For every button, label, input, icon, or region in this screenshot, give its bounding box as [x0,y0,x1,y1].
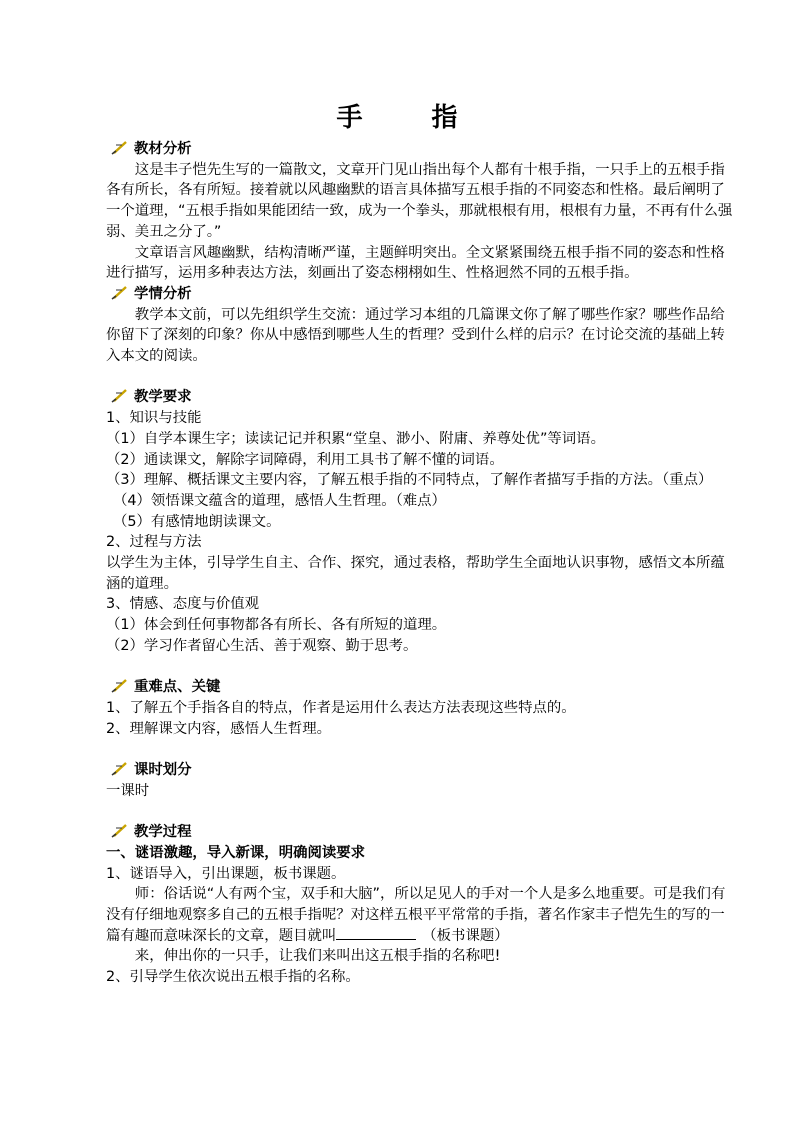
list-item: （3）理解、概括课文主要内容，了解五根手指的不同特点，了解作者描写手指的方法。（重点） [106,472,713,489]
list-item: （1）自学本课生字；读读记记并积累“堂皇、渺小、附庸、养尊处优”等词语。 [106,430,605,447]
section-heading-textbook [106,139,738,160]
list-item: 1、谜语导入，引出课题，板书课题。 [106,865,346,882]
paragraph: 这是丰子恺先生写的一篇散文，文章开门见山指出每个人都有十根手指，一只手上的五根手指各有所长，各有所短。接着就以风趣幽默的语言具体描写五根手指的不同姿态和性格。最后阐明了一个道理，“五根手指如果能团结一致，成为一个拳头，那就根根有用，根根有力量，不再有什么强弱、美丑之分了。” [106,161,733,240]
paragraph: 来，伸出你的一只手，让我们来叫出这五根手指的名称吧! [134,948,501,965]
list-item: 1、了解五个手指各自的特点，作者是运用什么表达方法表现这些特点的。 [106,699,576,716]
pen-icon [110,822,132,838]
section-heading-students [106,284,738,305]
document-body [106,139,738,988]
page-title: 手 指 [336,103,488,133]
section-title: 教材分析 [134,141,192,157]
list-item: （2）通读课文，解除字词障碍，利用工具书了解不懂的词语。 [106,451,504,468]
pen-icon [110,139,132,155]
paragraph: 文章语言风趣幽默，结构清晰严谨，主题鲜明突出。全文紧紧围绕五根手指不同的姿态和性格进行描写，运用多种表达方法，刻画出了姿态栩栩如生、性格迥然不同的五根手指。 [106,244,725,282]
section-heading-schedule [106,760,738,781]
pen-icon [110,760,132,776]
list-item: 2、理解课文内容，感悟人生哲理。 [106,720,332,737]
list-item: （4）领悟课文蕴含的道理，感悟人生哲理。（难点） [113,492,446,509]
list-heading: 2、过程与方法 [106,534,202,551]
section-title: 课时划分 [134,762,192,779]
paragraph: 一课时 [106,782,150,799]
paragraph: 教学本文前，可以先组织学生交流：通过学习本组的几篇课文你了解了哪些作家？哪些作品给你留下了深刻的印象？你从中感悟到哪些人生的哲理？受到什么样的启示？在讨论交流的基础上转入本文的阅读。 [106,306,725,365]
list-item: （5）有感情地朗读课文。 [113,513,281,530]
paragraph-note: （板书课题） [422,927,509,944]
section-title: 重难点、关键 [134,679,221,696]
list-item: 2、引导学生依次说出五根手指的名称。 [106,969,360,986]
pen-icon [110,284,132,300]
paragraph: 以学生为主体，引导学生自主、合作、探究，通过表格，帮助学生全面地认识事物，感悟文本所蕴涵的道理。 [106,555,725,592]
list-heading: 1、知识与技能 [106,410,202,427]
pen-icon [110,677,132,693]
subheading: 一、谜语激趣，导入新课，明确阅读要求 [106,844,366,861]
section-title: 学情分析 [134,285,192,302]
section-heading-keypoints [106,677,738,698]
section-heading-process [106,822,738,843]
list-heading: 3、情感、态度与价值观 [106,596,260,613]
list-item: （1）体会到任何事物都各有所长、各有所短的道理。 [106,617,447,634]
paragraph-text: 师：俗话说“人有两个宝，双手和大脑”，所以足见人的手对一个人是多么地重要。可是我们有没有仔细地观察多自己的五根手指呢？对这样五根平平常常的手指，著名作家丰子恺先生的写的一篇有趣而意味深长的文章，题目就叫 [106,886,726,944]
pen-icon [110,387,132,403]
section-heading-requirements [106,387,738,408]
list-item: （2）学习作者留心生活、善于观察、勤于思考。 [106,637,418,654]
paragraph [106,884,738,946]
section-title: 教学要求 [134,389,192,406]
fill-in-blank [336,926,416,940]
section-title: 教学过程 [134,824,192,841]
